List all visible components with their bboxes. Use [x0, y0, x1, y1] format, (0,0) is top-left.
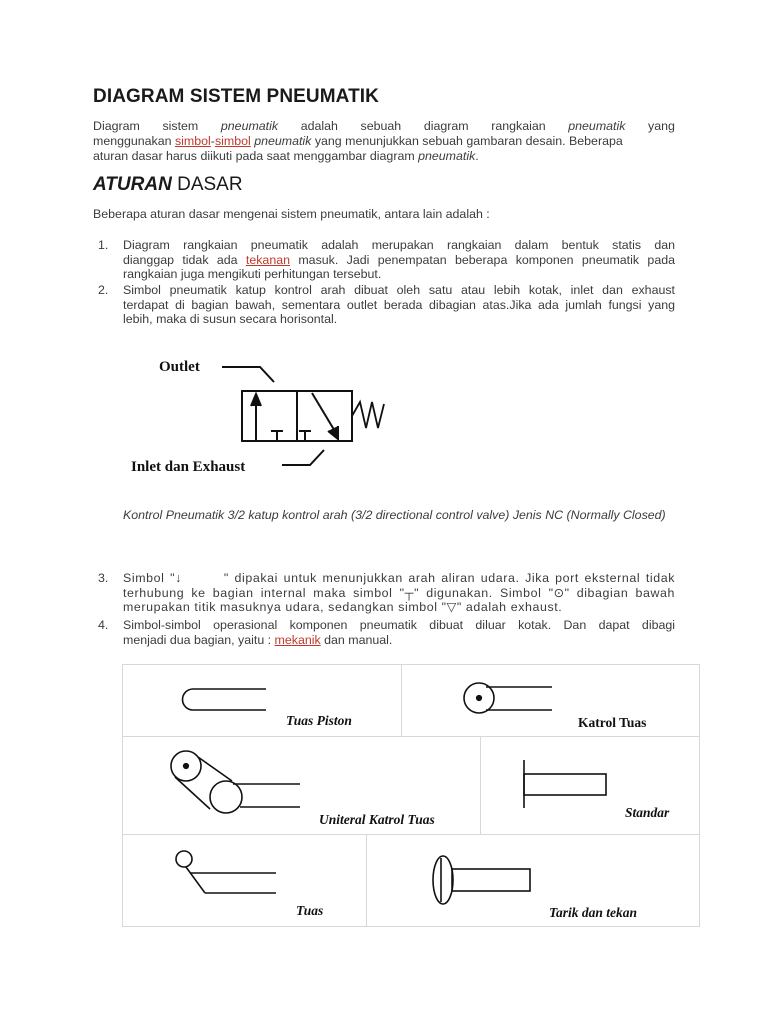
label-uniteral-katrol-tuas: Uniteral Katrol Tuas	[319, 812, 435, 827]
outlet-label: Outlet	[159, 359, 200, 375]
intro-line-2: menggunakan simbol-simbol pneumatik yang menunjukkan sebuah gambaran desain. Beberapa	[93, 134, 623, 148]
label-tarik-dan-tekan: Tarik dan tekan	[549, 905, 638, 920]
label-tuas-piston: Tuas Piston	[286, 713, 352, 728]
figure-caption: Kontrol Pneumatik 3/2 katup kontrol arah (3/2 directional control valve) Jenis NC (Normally Closed)	[123, 508, 666, 522]
link-simbol-1[interactable]: simbol	[174, 134, 211, 148]
link-tekanan[interactable]: tekanan	[245, 252, 290, 267]
label-standar: Standar	[625, 805, 670, 820]
list-item-3: Simbol "↓ " dipakai untuk menunjukkan arah aliran udara. Jika port eksternal tidak terhubung ke bagian internal maka simbol "┬" digunakan. Simbol "⊙" dibagian bawah merupakan titik masuknya udara, sedangkan simbol "▽" adalah exhaust.	[123, 571, 676, 615]
section-heading: ATURAN DASAR	[93, 174, 243, 195]
list-number-3: 3.	[98, 571, 109, 585]
list-number-4: 4.	[98, 618, 109, 632]
page-title: DIAGRAM SISTEM PNEUMATIK	[93, 86, 379, 107]
list-item-2: Simbol pneumatik katup kontrol arah dibuat oleh satu atau lebih kotak, inlet dan exhaust terdapat di bagian bawah, sementara outlet berada dibagian atas.Jika ada jumlah fungsi yang lebih, maka di susun secara horisontal.	[123, 283, 675, 327]
list-number-2: 2.	[98, 283, 109, 297]
list-number-1: 1.	[98, 238, 109, 252]
list-item-1: Diagram rangkaian pneumatik adalah merupakan rangkaian dalam bentuk statis dan dianggap tidak ada tekanan masuk. Jadi penempatan beberapa komponen pneumatik pada rangkaian juga mengikuti perhitungan tersebut.	[123, 238, 675, 282]
lead-text: Beberapa aturan dasar mengenai sistem pneumatik, antara lain adalah :	[93, 207, 490, 221]
link-simbol-2[interactable]: simbol	[214, 134, 251, 148]
list-item-4: Simbol-simbol operasional komponen pneumatik dibuat diluar kotak. Dan dapat dibagi menjadi dua bagian, yaitu : mekanik dan manual.	[123, 618, 675, 647]
actuator-table	[122, 664, 700, 927]
label-tuas: Tuas	[296, 903, 324, 918]
label-katrol-tuas: Katrol Tuas	[578, 715, 647, 730]
link-mekanik[interactable]: mekanik	[274, 632, 321, 647]
intro-line-1: Diagram sistem pneumatik adalah sebuah diagram rangkaian pneumatik yang	[93, 119, 675, 133]
intro-line-3: aturan dasar harus diikuti pada saat menggambar diagram pneumatik.	[93, 149, 479, 163]
inlet-exhaust-label: Inlet dan Exhaust	[131, 459, 246, 475]
